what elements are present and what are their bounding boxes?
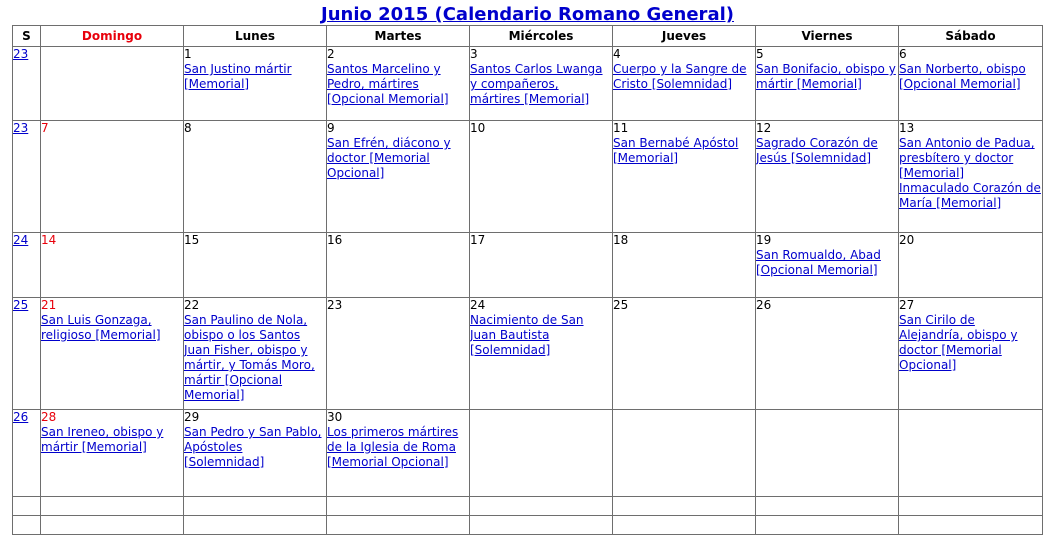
week-number-cell (13, 47, 41, 121)
empty-cell (41, 516, 184, 535)
event-link[interactable]: San Bonifacio, obispo y mártir [Memorial] (756, 62, 896, 91)
empty-cell (899, 497, 1043, 516)
day-cell (899, 410, 1043, 497)
week-row (13, 47, 1043, 121)
day-cell (470, 410, 613, 497)
week-number-link[interactable]: 25 (13, 298, 29, 312)
day-cell (613, 298, 756, 410)
day-cell (613, 121, 756, 233)
empty-cell (13, 497, 41, 516)
day-cell (470, 233, 613, 298)
empty-cell (13, 516, 41, 535)
day-cell (756, 47, 899, 121)
day-number: 7 (41, 121, 49, 135)
day-number: 1 (184, 47, 192, 61)
empty-cell (41, 497, 184, 516)
day-number: 2 (327, 47, 335, 61)
empty-cell (470, 497, 613, 516)
day-number: 30 (327, 410, 343, 424)
week-row (13, 298, 1043, 410)
day-number: 5 (756, 47, 764, 61)
event-link[interactable]: Inmaculado Corazón de María [Memorial] (899, 181, 1041, 210)
empty-cell (756, 497, 899, 516)
day-cell (327, 47, 470, 121)
day-number: 12 (756, 121, 772, 135)
calendar-grid (12, 25, 1043, 535)
day-cell (756, 410, 899, 497)
day-cell (184, 410, 327, 497)
empty-cell (470, 516, 613, 535)
week-number-link[interactable]: 23 (13, 121, 29, 135)
day-number: 20 (899, 233, 915, 247)
header-thursday: Jueves (613, 26, 756, 47)
day-cell (470, 298, 613, 410)
week-number-link[interactable]: 23 (13, 47, 29, 61)
day-cell (756, 298, 899, 410)
empty-row (13, 497, 1043, 516)
sunday-cell (41, 410, 184, 497)
week-number-link[interactable]: 26 (13, 410, 29, 424)
day-cell (613, 410, 756, 497)
day-number: 11 (613, 121, 629, 135)
day-cell (184, 233, 327, 298)
day-cell (756, 121, 899, 233)
calendar-body (13, 47, 1043, 535)
event-link[interactable]: Santos Carlos Lwanga y compañeros, mártires [Memorial] (470, 62, 603, 106)
sunday-cell (41, 298, 184, 410)
day-number: 3 (470, 47, 478, 61)
week-number-cell (13, 233, 41, 298)
day-cell (327, 121, 470, 233)
day-cell (756, 233, 899, 298)
day-number: 16 (327, 233, 343, 247)
header-sunday: Domingo (41, 26, 184, 47)
empty-cell (327, 516, 470, 535)
day-number: 24 (470, 298, 486, 312)
week-number-cell (13, 121, 41, 233)
day-number: 8 (184, 121, 192, 135)
day-number: 27 (899, 298, 915, 312)
header-monday: Lunes (184, 26, 327, 47)
event-link[interactable]: San Pedro y San Pablo, Apóstoles [Solemnidad] (184, 425, 322, 469)
header-friday: Viernes (756, 26, 899, 47)
event-link[interactable]: San Cirilo de Alejandría, obispo y doctor [Memorial Opcional] (899, 313, 1018, 372)
day-cell (184, 121, 327, 233)
header-wednesday: Miércoles (470, 26, 613, 47)
day-cell (899, 121, 1043, 233)
day-number: 29 (184, 410, 200, 424)
day-cell (184, 47, 327, 121)
event-link[interactable]: Nacimiento de San Juan Bautista [Solemnidad] (470, 313, 584, 357)
sunday-cell (41, 233, 184, 298)
day-number: 15 (184, 233, 200, 247)
day-cell (327, 410, 470, 497)
header-row (13, 26, 1043, 47)
header-saturday: Sábado (899, 26, 1043, 47)
day-cell (327, 233, 470, 298)
day-number: 21 (41, 298, 57, 312)
event-link[interactable]: Cuerpo y la Sangre de Cristo [Solemnidad] (613, 62, 747, 91)
day-number: 14 (41, 233, 57, 247)
day-number: 18 (613, 233, 629, 247)
day-cell (899, 298, 1043, 410)
empty-cell (899, 516, 1043, 535)
day-number: 26 (756, 298, 772, 312)
event-link[interactable]: Santos Marcelino y Pedro, mártires [Opcional Memorial] (327, 62, 449, 106)
day-number: 13 (899, 121, 915, 135)
event-link[interactable]: San Antonio de Padua, presbítero y doctor [Memorial] (899, 136, 1035, 180)
day-number: 25 (613, 298, 629, 312)
day-number: 6 (899, 47, 907, 61)
empty-cell (184, 497, 327, 516)
empty-cell (184, 516, 327, 535)
week-number-cell (13, 298, 41, 410)
event-link[interactable]: Los primeros mártires de la Iglesia de Roma [Memorial Opcional] (327, 425, 459, 469)
day-number: 9 (327, 121, 335, 135)
week-row (13, 410, 1043, 497)
empty-cell (327, 497, 470, 516)
event-link[interactable]: San Efrén, diácono y doctor [Memorial Opcional] (327, 136, 451, 180)
week-number-link[interactable]: 24 (13, 233, 29, 247)
empty-cell (613, 497, 756, 516)
empty-cell (756, 516, 899, 535)
event-link[interactable]: Sagrado Corazón de Jesús [Solemnidad] (756, 136, 878, 165)
event-link[interactable]: San Romualdo, Abad [Opcional Memorial] (756, 248, 881, 277)
event-link[interactable]: San Luis Gonzaga, religioso [Memorial] (41, 313, 161, 342)
day-cell (899, 47, 1043, 121)
empty-row (13, 516, 1043, 535)
sunday-cell (41, 47, 184, 121)
day-cell (470, 47, 613, 121)
day-cell (613, 233, 756, 298)
day-number: 10 (470, 121, 486, 135)
event-link[interactable]: San Bernabé Apóstol [Memorial] (613, 136, 739, 165)
day-cell (470, 121, 613, 233)
sunday-cell (41, 121, 184, 233)
day-cell (184, 298, 327, 410)
day-cell (613, 47, 756, 121)
day-number: 19 (756, 233, 772, 247)
empty-cell (613, 516, 756, 535)
day-number: 17 (470, 233, 486, 247)
event-link[interactable]: San Ireneo, obispo y mártir [Memorial] (41, 425, 164, 454)
day-number: 4 (613, 47, 621, 61)
day-cell (899, 233, 1043, 298)
week-row (13, 233, 1043, 298)
day-number: 23 (327, 298, 343, 312)
header-week: S (13, 26, 41, 47)
calendar-title-link[interactable]: Junio 2015 (Calendario Romano General) (321, 4, 734, 25)
event-link[interactable]: San Norberto, obispo [Opcional Memorial] (899, 62, 1026, 91)
week-number-cell (13, 410, 41, 497)
event-link[interactable]: San Paulino de Nola, obispo o los Santos Juan Fisher, obispo y mártir, y Tomás Moro, mártir [Opcional Memorial] (184, 313, 315, 402)
day-number: 28 (41, 410, 57, 424)
day-cell (327, 298, 470, 410)
day-number: 22 (184, 298, 200, 312)
week-row (13, 121, 1043, 233)
header-tuesday: Martes (327, 26, 470, 47)
event-link[interactable]: San Justino mártir [Memorial] (184, 62, 292, 91)
calendar-title (0, 4, 1055, 25)
